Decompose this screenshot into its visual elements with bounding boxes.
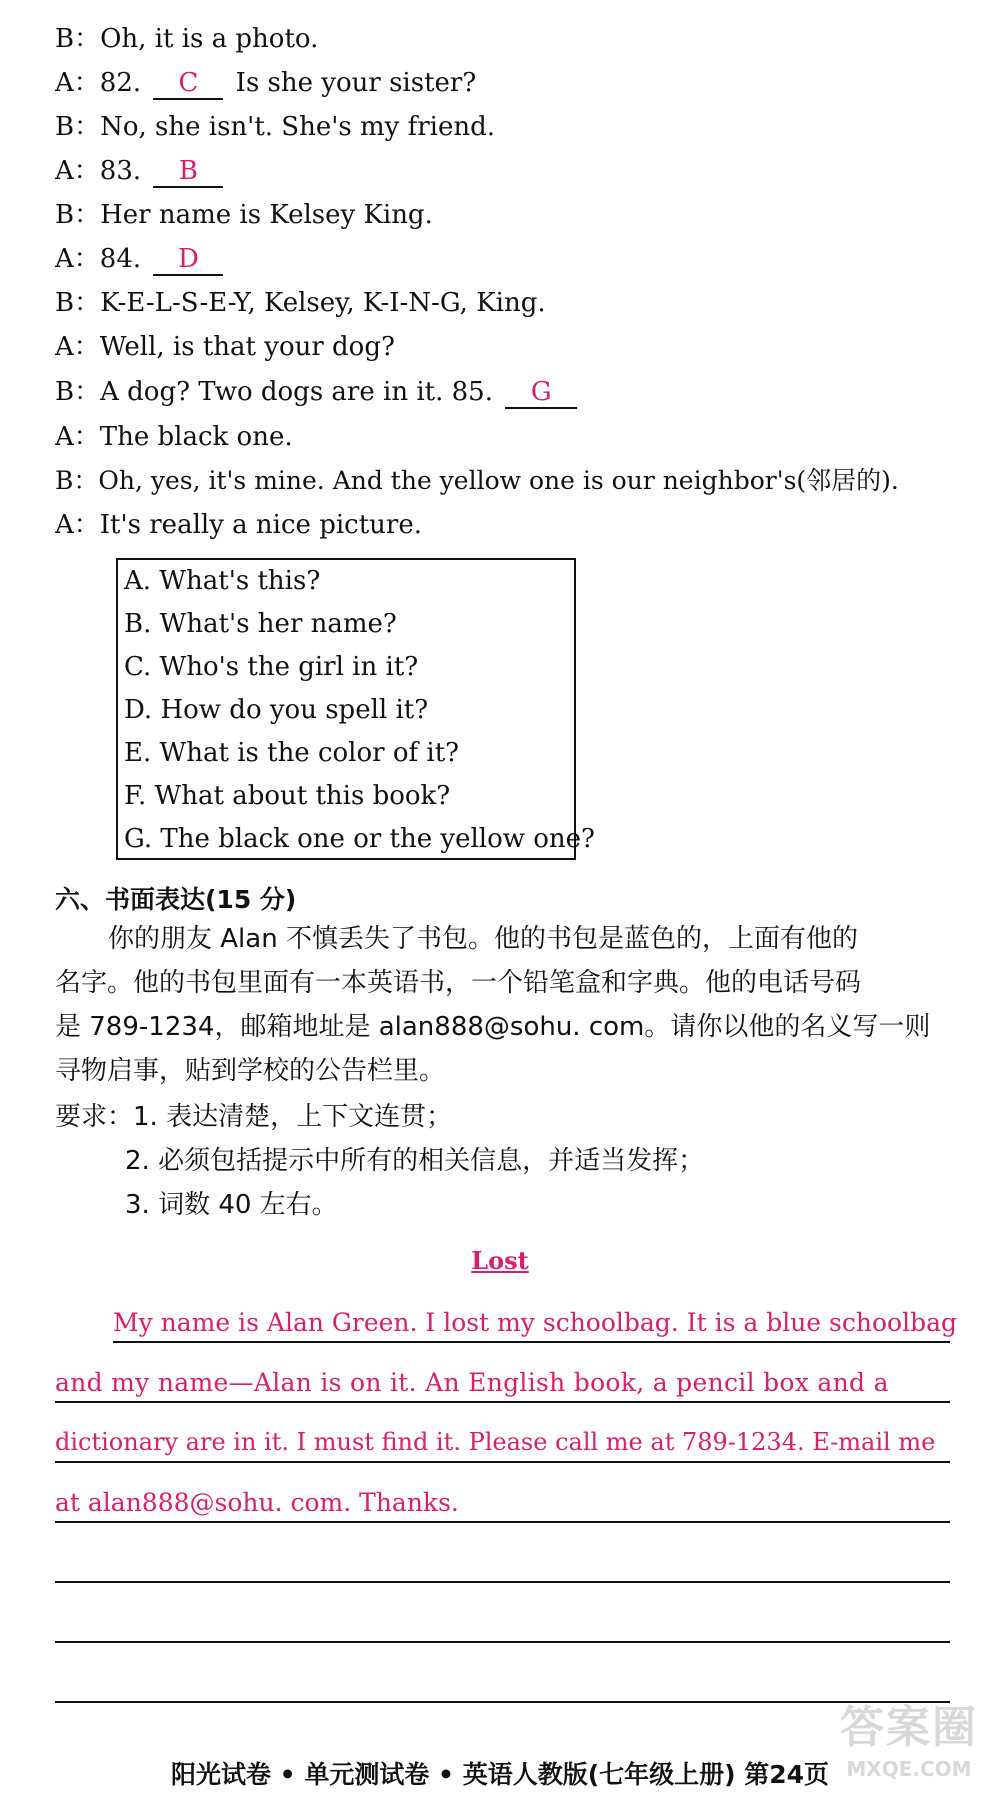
dialogue-line-5: B：Her name is Kelsey King.	[55, 200, 433, 230]
option-c: C. Who's the girl in it?	[124, 652, 419, 682]
page-footer: 阳光试卷 • 单元测试卷 • 英语人教版(七年级上册) 第24页	[170, 1760, 830, 1789]
dialogue-line-12: A：It's really a nice picture.	[55, 510, 422, 540]
prompt-line-2: 名字。他的书包里面有一本英语书，一个铅笔盒和字典。他的电话号码	[55, 968, 862, 998]
prompt-line-4: 寻物启事，贴到学校的公告栏里。	[55, 1056, 446, 1086]
writing-rule-6	[55, 1641, 950, 1643]
requirement-1: 要求：1. 表达清楚，上下文连贯；	[55, 1102, 453, 1132]
essay-line-2: and my name—Alan is on it. An English book, a pencil box and a	[55, 1368, 889, 1397]
watermark-sub: MXQE.COM	[846, 1757, 972, 1781]
watermark-main: 答案圈	[840, 1702, 978, 1753]
dialogue-line-6: A：84. D	[55, 242, 227, 276]
dialogue-line-2: A：82. C Is she your sister?	[55, 68, 477, 98]
writing-rule-2	[55, 1401, 950, 1403]
dialogue-line-7: B：K-E-L-S-E-Y, Kelsey, K-I-N-G, King.	[55, 288, 546, 318]
option-a: A. What's this?	[124, 566, 321, 596]
requirement-2: 2. 必须包括提示中所有的相关信息，并适当发挥；	[125, 1146, 705, 1176]
essay-line-3: dictionary are in it. I must find it. Please call me at 789-1234. E-mail me	[55, 1428, 936, 1456]
answer-blank-82: C	[153, 68, 223, 100]
options-box	[116, 558, 595, 860]
writing-rule-3	[55, 1461, 950, 1463]
dialogue-line-10: A：The black one.	[55, 422, 293, 452]
prompt-line-1: 你的朋友 Alan 不慎丢失了书包。他的书包是蓝色的，上面有他的	[108, 924, 858, 954]
writing-rule-4	[55, 1521, 950, 1523]
dialogue-line-3: B：No, she isn't. She's my friend.	[55, 112, 496, 142]
prompt-line-3: 是 789-1234，邮箱地址是 alan888@sohu. com。请你以他的名义写一则	[55, 1012, 931, 1042]
option-e: E. What is the color of it?	[124, 738, 460, 768]
dialogue-line-9: B：A dog? Two dogs are in it. 85. G	[55, 375, 581, 409]
writing-rule-1	[113, 1341, 950, 1343]
dialogue-line-11: B：Oh, yes, it's mine. And the yellow one is our neighbor's(邻居的).	[55, 466, 899, 495]
writing-rule-5	[55, 1581, 950, 1583]
writing-rule-7	[55, 1701, 950, 1703]
answer-blank-84: D	[153, 244, 223, 276]
watermark-logo	[834, 1700, 984, 1796]
answer-blank-85: G	[505, 377, 577, 409]
essay-line-1: My name is Alan Green. I lost my schoolbag. It is a blue schoolbag	[113, 1308, 957, 1337]
dialogue-line-1: B：Oh, it is a photo.	[55, 24, 319, 54]
requirement-3: 3. 词数 40 左右。	[125, 1190, 338, 1220]
answer-blank-83: B	[153, 156, 223, 188]
option-d: D. How do you spell it?	[124, 695, 429, 725]
dialogue-line-8: A：Well, is that your dog?	[55, 332, 395, 362]
option-b: B. What's her name?	[124, 609, 397, 639]
option-f: F. What about this book?	[124, 781, 451, 811]
section-heading: 六、书面表达(15 分)	[55, 885, 297, 914]
essay-title: Lost	[471, 1246, 529, 1275]
dialogue-line-4: A：83. B	[55, 154, 227, 188]
option-g: G. The black one or the yellow one?	[124, 824, 595, 854]
essay-line-4: at alan888@sohu. com. Thanks.	[55, 1488, 459, 1517]
